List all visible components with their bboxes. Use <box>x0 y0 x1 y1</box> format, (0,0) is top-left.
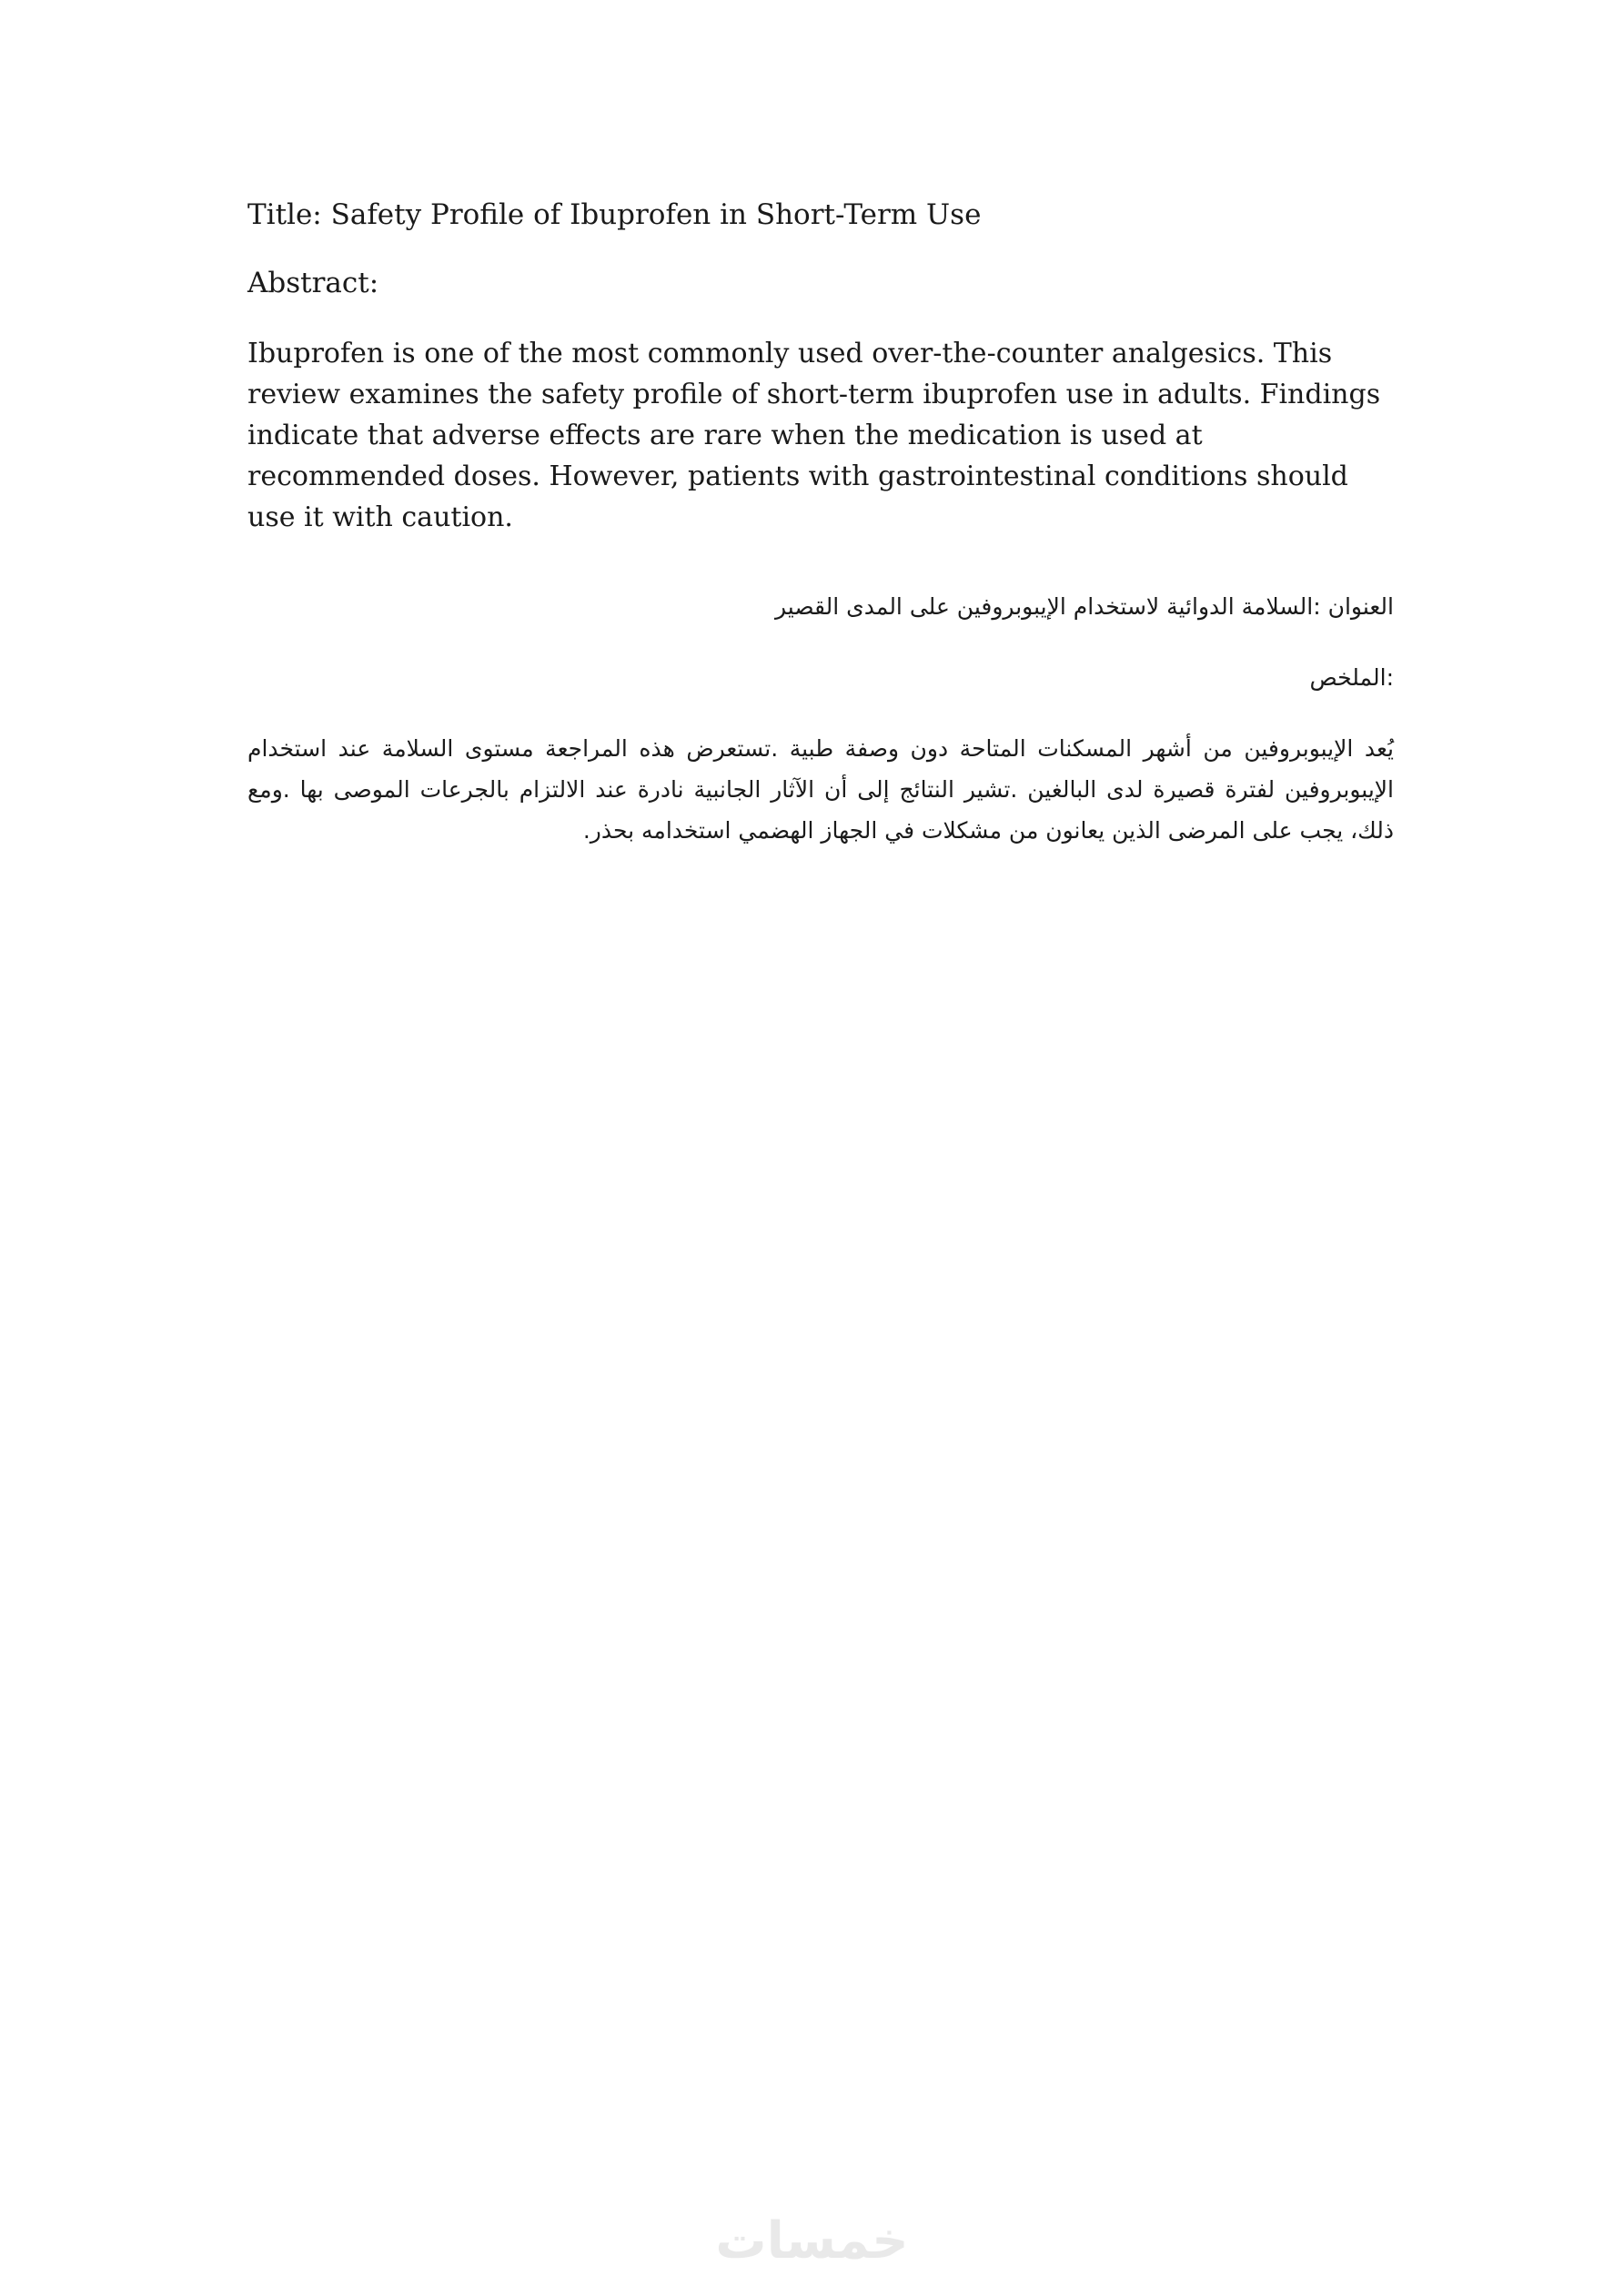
arabic-abstract-label: :الملخص <box>1309 664 1394 691</box>
arabic-title: العنوان :السلامة الدوائية لاستخدام الإيبوبروفين على المدى القصير <box>775 593 1394 620</box>
watermark-logo: خمسات <box>715 2211 909 2271</box>
arabic-abstract-body: يُعد الإيبوبروفين من أشهر المسكنات المتاحة دون وصفة طبية .تستعرض هذه المراجعة مستوى السلامة عند استخدام الإيبوبروفين لفترة قصيرة لدى البالغين .تشير النتائج إلى أن الآثار الجانبية نادرة عند الالتزام بالجرعات الموصى بها .ومع ذلك، يجب على المرضى الذين يعانون من مشكلات في الجهاز الهضمي استخدامه بحذر. <box>247 735 1394 844</box>
english-abstract-body: Ibuprofen is one of the most commonly used over-the-counter analgesics. This review examines the safety profile of short-term ibuprofen use in adults. Findings indicate that adverse effects are rare when the medication is used at recommended doses. However, patients with gastrointestinal conditions should use it with caution. <box>247 338 1381 533</box>
english-title: Title: Safety Profile of Ibuprofen in Short-Term Use <box>247 198 982 231</box>
english-abstract-label: Abstract: <box>247 267 379 299</box>
